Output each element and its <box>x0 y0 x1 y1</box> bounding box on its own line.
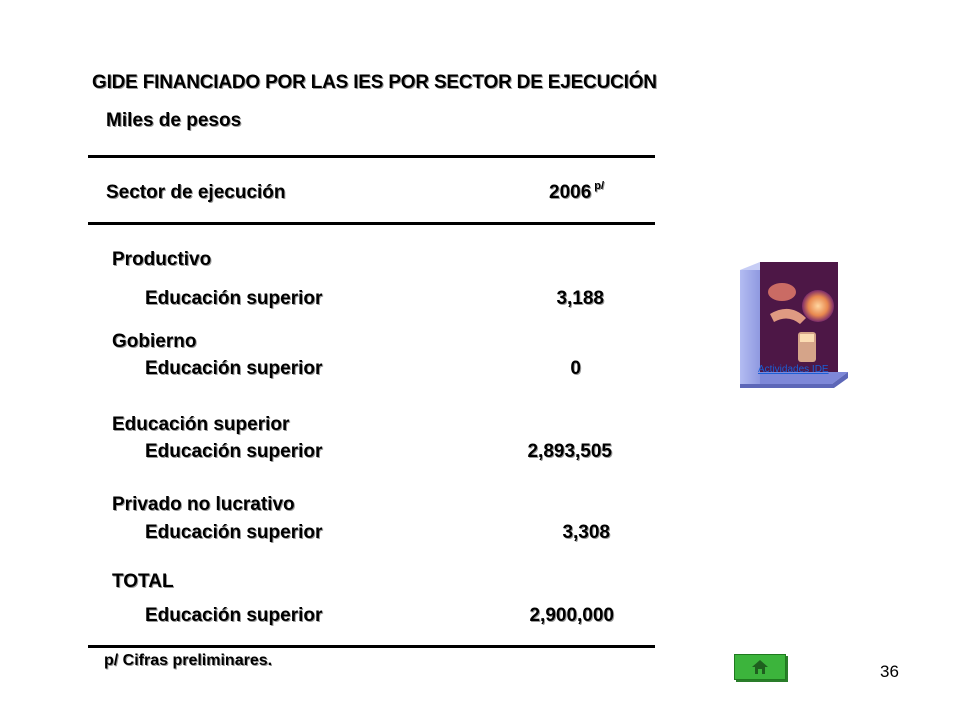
subsector-label: Educación superior <box>145 522 323 543</box>
sector-productivo: Productivo <box>112 249 212 270</box>
header-bottom-rule <box>88 222 655 225</box>
column-header-sector: Sector de ejecución <box>106 182 286 203</box>
sector-total: TOTAL <box>112 571 174 592</box>
sector-educacion-superior: Educación superior <box>112 414 290 435</box>
table-top-rule <box>88 155 655 158</box>
subsector-label: Educación superior <box>145 605 323 626</box>
page-subtitle: Miles de pesos <box>106 110 242 131</box>
value-cell: 3,188 <box>556 288 604 309</box>
subsector-label: Educación superior <box>145 288 323 309</box>
sector-gobierno: Gobierno <box>112 331 197 352</box>
subsector-label: Educación superior <box>145 358 323 379</box>
subsector-label: Educación superior <box>145 441 323 462</box>
year-label: 2006 <box>549 182 592 203</box>
home-icon <box>735 655 785 679</box>
value-cell: 2,893,505 <box>527 441 612 462</box>
sector-privado-no-lucrativo: Privado no lucrativo <box>112 494 295 515</box>
page-title: GIDE FINANCIADO POR LAS IES POR SECTOR DE EJECUCIÓN <box>92 72 657 93</box>
home-button[interactable] <box>734 654 786 680</box>
footnote: p/ Cifras preliminares. <box>104 652 273 669</box>
column-header-year <box>549 182 604 204</box>
page-number: 36 <box>880 662 899 681</box>
value-cell: 0 <box>570 358 581 379</box>
thumbnail-link[interactable]: Actividades IDE <box>758 364 829 375</box>
value-cell: 2,900,000 <box>529 605 614 626</box>
year-note: p/ <box>594 180 605 192</box>
value-cell: 3,308 <box>562 522 610 543</box>
table-bottom-rule <box>88 645 655 648</box>
